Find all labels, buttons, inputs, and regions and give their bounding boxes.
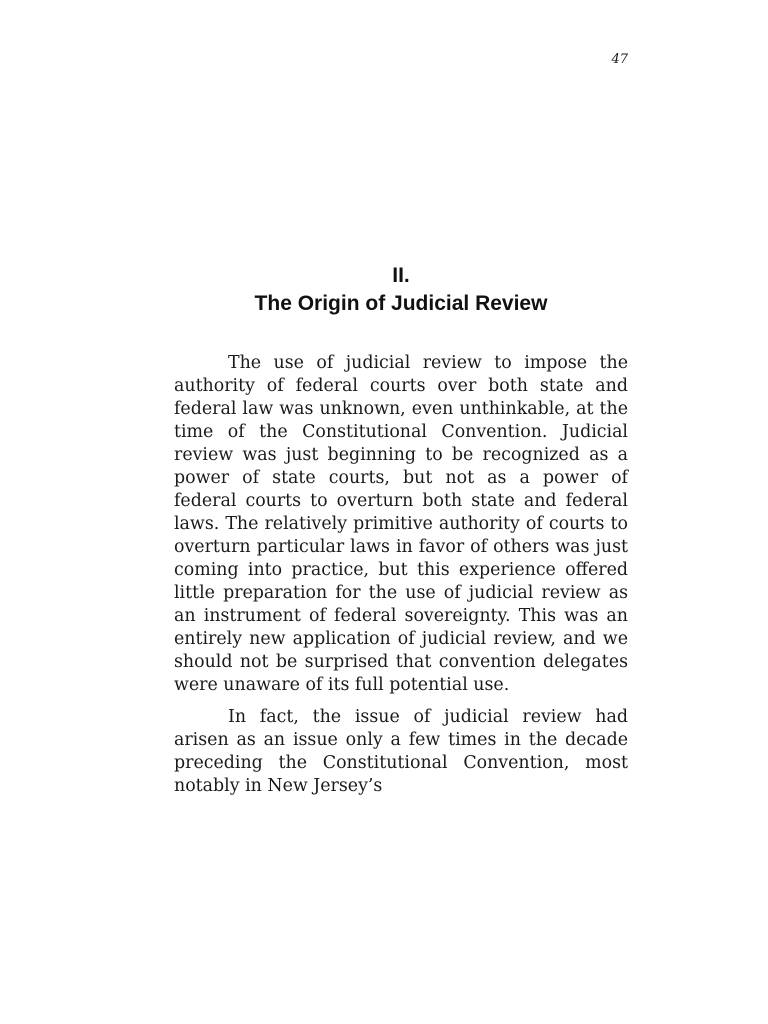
paragraph: The use of judicial review to impose the authority of federal courts over both state and federal law was unknown, even unthinkable, at the time of the Constitutional Convention. Judicial review was just beginning to be recognized as a power of state courts, but not as a power of federal courts to overturn both state and federal laws. The relatively primitive authority of courts to overturn particular laws in favor of others was just coming into practice, but this experience offered little preparation for the use of judicial review as an instrument of federal sovereignty. This was an entirely new application of judicial review, and we should not be surprised that convention delegates were unaware of its full potential use. bbox=[174, 353, 628, 695]
paragraph: In fact, the issue of judicial review had arisen as an issue only a few times in the decade preceding the Constitutional Convention, most notably in New Jersey’s bbox=[174, 707, 628, 796]
chapter-title: The Origin of Judicial Review bbox=[254, 292, 548, 315]
body-text bbox=[174, 352, 628, 807]
page-number: 47 bbox=[611, 52, 628, 67]
chapter-number: II. bbox=[392, 264, 410, 287]
chapter-heading bbox=[174, 262, 628, 318]
